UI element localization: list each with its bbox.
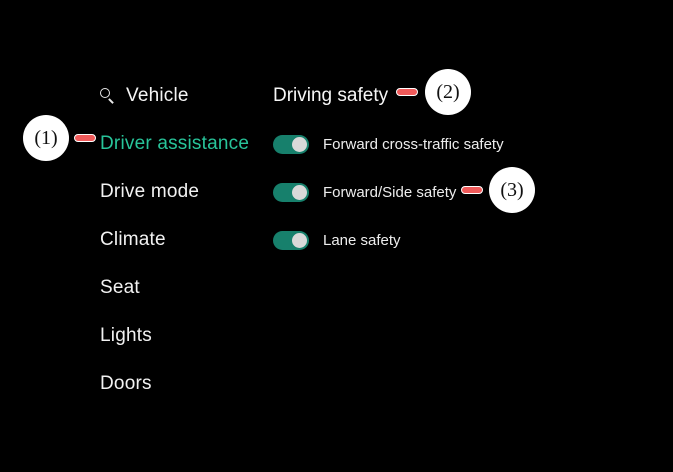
setting-label: Forward/Side safety: [323, 183, 457, 201]
sidebar-item-label: Driver assistance: [100, 133, 250, 154]
sidebar-item-label: Lights: [100, 325, 152, 346]
page-title: Driving safety: [273, 85, 389, 106]
toggle-lane-safety[interactable]: [273, 231, 309, 250]
letterbox-bottom: [0, 454, 673, 472]
search-label: Vehicle: [126, 85, 189, 106]
setting-row[interactable]: [273, 120, 653, 168]
sidebar-item-climate[interactable]: [100, 216, 265, 264]
toggle-forward-side-safety[interactable]: [273, 183, 309, 202]
sidebar-item-label: Seat: [100, 277, 140, 298]
sidebar-item-seat[interactable]: [100, 264, 265, 312]
sidebar-item-label: Doors: [100, 373, 152, 394]
setting-label: Lane safety: [323, 231, 401, 249]
setting-row[interactable]: [273, 216, 653, 264]
letterbox-top: [0, 0, 673, 18]
search-row[interactable]: [100, 72, 265, 120]
annotation-dash-1: [74, 134, 96, 142]
setting-label: Forward cross-traffic safety: [323, 135, 504, 153]
annotation-marker-1: (1): [24, 116, 68, 160]
sidebar-item-driver-assistance[interactable]: [100, 120, 265, 168]
annotation-dash-3: [461, 186, 483, 194]
sidebar-item-lights[interactable]: [100, 312, 265, 360]
sidebar-item-label: Climate: [100, 229, 166, 250]
search-icon: [100, 88, 116, 104]
toggle-forward-cross-traffic-safety[interactable]: [273, 135, 309, 154]
annotation-marker-2: (2): [426, 70, 470, 114]
sidebar-nav: [100, 72, 265, 408]
sidebar-item-label: Drive mode: [100, 181, 200, 202]
annotation-marker-3: (3): [490, 168, 534, 212]
annotation-dash-2: [396, 88, 418, 96]
sidebar-item-drive-mode[interactable]: [100, 168, 265, 216]
sidebar-item-doors[interactable]: [100, 360, 265, 408]
